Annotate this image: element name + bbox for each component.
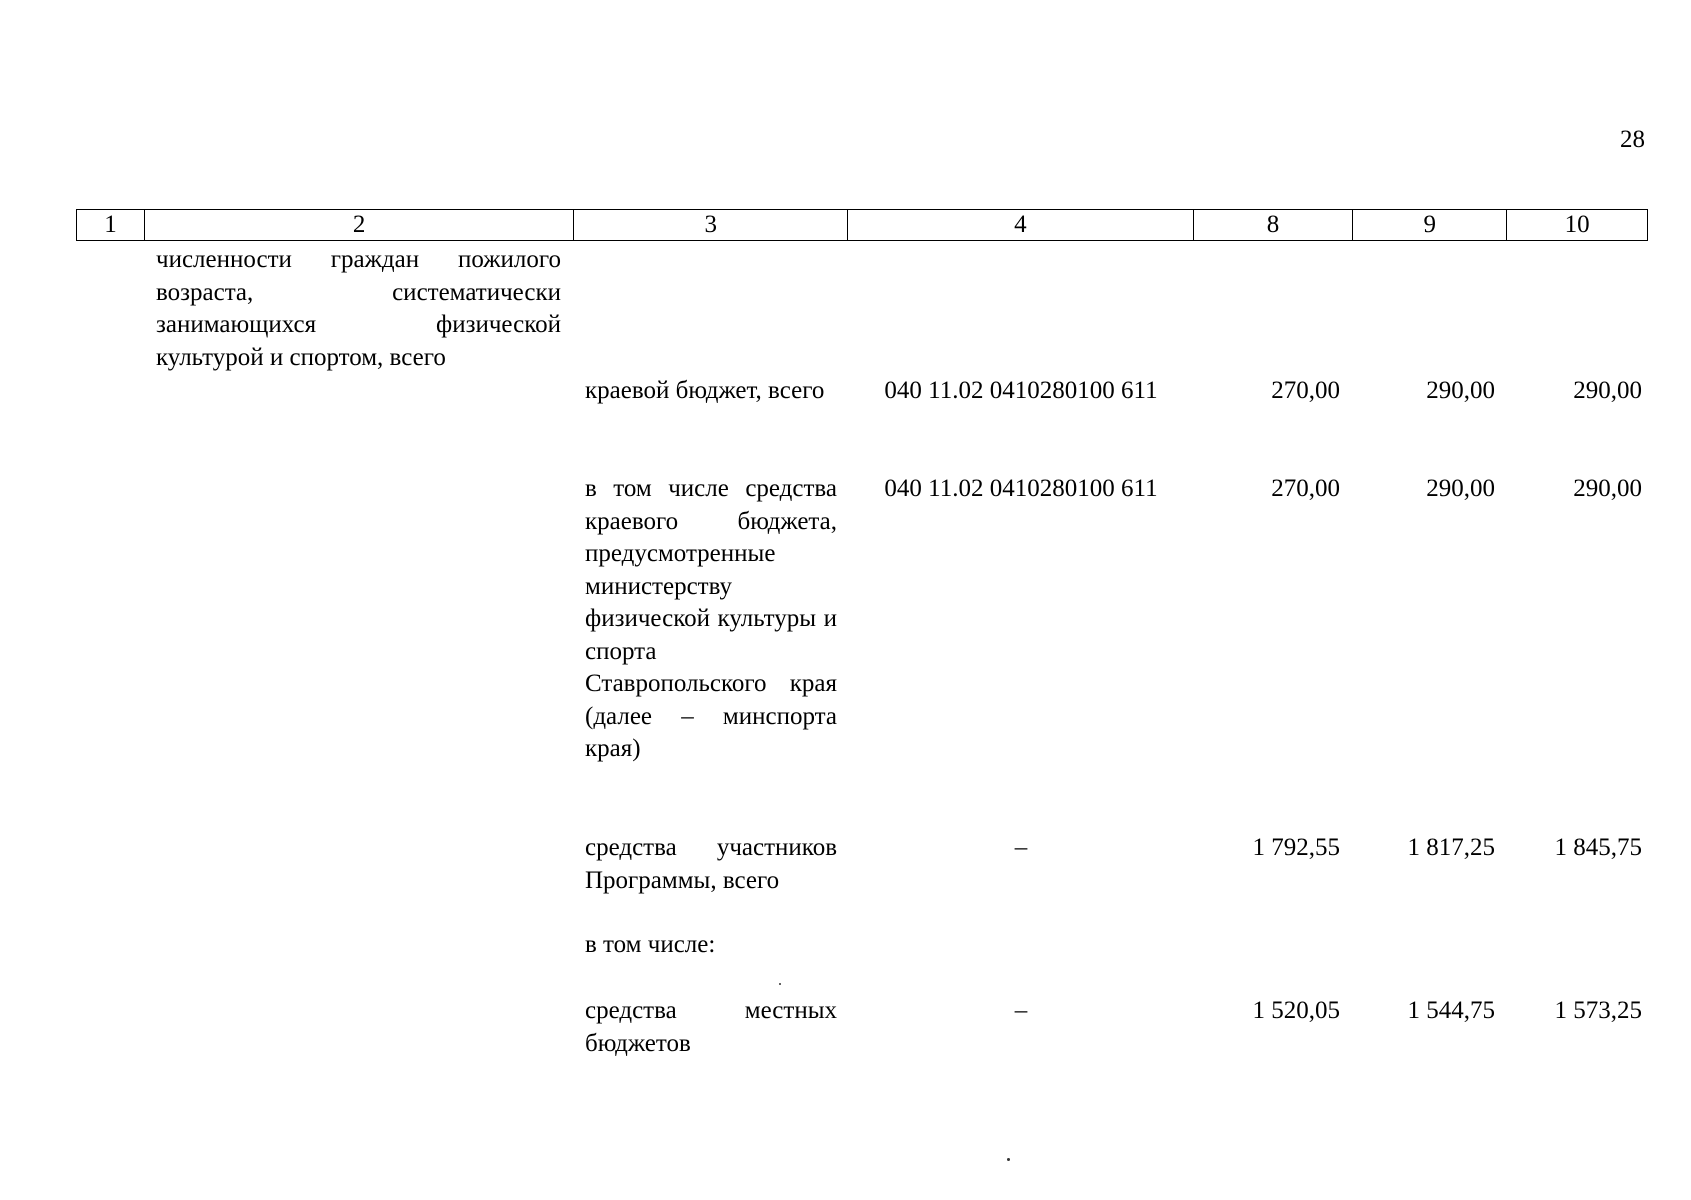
row-value-col8-local-budgets: 1 520,05 (1252, 997, 1340, 1024)
table-header-row (76, 209, 1648, 241)
header-col-10: 10 (1564, 211, 1590, 238)
row-value-col10-regional-budget: 290,00 (1573, 377, 1642, 404)
page-number: 28 (1620, 126, 1645, 153)
row-code-local-budgets: – (1014, 997, 1028, 1024)
row-value-col8-regional-budget: 270,00 (1271, 377, 1340, 404)
row-source-ministry-funds: в том числе средства краевого бюджета, предусмотренные министерству физической культуры и спорта Ставропольского края (далее – минспорта края) (585, 475, 837, 762)
row-value-col10-local-budgets: 1 573,25 (1554, 997, 1642, 1024)
row-value-col10-ministry-funds: 290,00 (1573, 475, 1642, 502)
row-value-col8-ministry-funds: 270,00 (1271, 475, 1340, 502)
row-value-col9-local-budgets: 1 544,75 (1407, 997, 1495, 1024)
row-source-regional-budget: краевой бюджет, всего (585, 377, 825, 404)
row-value-col9-ministry-funds: 290,00 (1426, 475, 1495, 502)
header-col-1: 1 (77, 210, 145, 240)
row-code-program-participants: – (1014, 834, 1028, 861)
header-col-9: 9 (1353, 210, 1507, 240)
header-col-2: 2 (145, 210, 574, 240)
row-code-regional-budget: 040 11.02 0410280100 611 (884, 377, 1158, 404)
row-value-col9-regional-budget: 290,00 (1426, 377, 1495, 404)
row-source-local-budgets: средства местных бюджетов (585, 997, 837, 1057)
row-source-including: в том числе: (585, 931, 716, 958)
row-value-col8-program-participants: 1 792,55 (1252, 834, 1340, 861)
row-code-ministry-funds: 040 11.02 0410280100 611 (884, 475, 1158, 502)
row-source-program-participants: средства участников Программы, всего (585, 834, 837, 894)
header-col-8: 8 (1194, 210, 1354, 240)
row-value-col10-program-participants: 1 845,75 (1554, 834, 1642, 861)
row-value-col9-program-participants: 1 817,25 (1407, 834, 1495, 861)
scan-speck (779, 983, 781, 985)
header-col-4: 4 (848, 210, 1194, 240)
section-title: численности граждан пожилого возраста, систематически занимающихся физической культурой и спортом, всего (156, 246, 561, 371)
header-col-3: 3 (574, 210, 848, 240)
scan-speck (1007, 1158, 1010, 1161)
